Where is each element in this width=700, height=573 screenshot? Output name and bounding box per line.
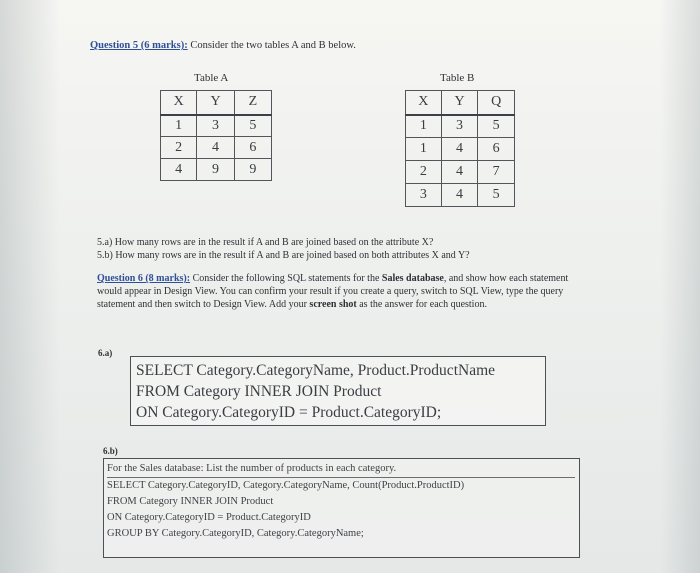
table-b-header-row <box>406 91 515 115</box>
table-a-cell: 4 <box>197 137 234 159</box>
table-a-cell: 3 <box>197 115 234 137</box>
sql-description: For the Sales database: List the number of products in each category. <box>107 463 397 474</box>
question-5-text: Consider the two tables A and B below. <box>187 40 356 51</box>
table-a-caption: Table A <box>194 72 229 84</box>
sql-line: GROUP BY Category.CategoryID, Category.CategoryName; <box>107 528 364 539</box>
sql-line: ON Category.CategoryID = Product.CategoryID <box>107 512 311 523</box>
question-6b-label: 6.b) <box>103 446 118 456</box>
table-b-cell: 4 <box>441 138 478 161</box>
table-a-header-cell: Y <box>197 91 234 115</box>
table-b-cell: 4 <box>441 161 478 184</box>
table-b-caption: Table B <box>440 72 475 84</box>
table-b-cell: 2 <box>406 161 442 184</box>
table-b-header-cell: X <box>406 91 442 115</box>
sql-box-6b <box>103 458 580 558</box>
question-5b: 5.b) How many rows are in the result if A and B are joined based on both attributes X and Y? <box>97 250 470 261</box>
sql-line: SELECT Category.CategoryName, Product.ProductName <box>136 362 496 379</box>
table-a-row <box>161 159 272 181</box>
table-b-row <box>406 138 515 161</box>
sql-line: FROM Category INNER JOIN Product <box>136 383 382 400</box>
table-a-cell: 2 <box>161 137 197 159</box>
table-b-cell: 4 <box>441 184 478 207</box>
table-b-header-cell: Y <box>441 91 478 115</box>
table-b-cell: 1 <box>406 138 442 161</box>
sql-line: FROM Category INNER JOIN Product <box>107 496 274 507</box>
question-5-label: Question 5 (6 marks): <box>90 40 188 51</box>
table-a-cell: 9 <box>234 159 271 181</box>
table-b-cell: 5 <box>478 184 515 207</box>
table-b-row <box>406 115 515 138</box>
sql-line: ON Category.CategoryID = Product.CategoryID; <box>136 404 442 421</box>
table-a-cell: 5 <box>234 115 271 137</box>
table-a-row <box>161 115 272 137</box>
table-a-header-cell: X <box>161 91 197 115</box>
table-a <box>160 90 272 181</box>
question-6-text-2: , and show how each statement would appear in Design View. You can confirm your result if you create a query, switch to SQL View, type the query statement and then switch to Design View. Add your <box>97 273 569 310</box>
table-a-cell: 6 <box>234 137 271 159</box>
table-b-cell: 7 <box>478 161 515 184</box>
question-6-text-1: Consider the following SQL statements for the <box>190 273 382 284</box>
question-6-paragraph <box>97 272 585 311</box>
question-6-bold-1: Sales database <box>381 273 444 284</box>
question-6-bold-2: screen shot <box>309 299 357 310</box>
table-a-cell: 9 <box>197 159 234 181</box>
table-a-row <box>161 137 272 159</box>
sql-line: SELECT Category.CategoryID, Category.CategoryName, Count(Product.ProductID) <box>107 477 575 494</box>
table-b-cell: 1 <box>406 115 442 138</box>
table-b-cell: 6 <box>478 138 515 161</box>
table-a-header-cell: Z <box>234 91 271 115</box>
table-b-row <box>406 184 515 207</box>
table-b-header-cell: Q <box>478 91 515 115</box>
question-6a-label: 6.a) <box>98 348 113 358</box>
table-b-cell: 3 <box>441 115 478 138</box>
question-6-label: Question 6 (8 marks): <box>97 273 191 284</box>
table-a-cell: 4 <box>161 159 197 181</box>
table-a-cell: 1 <box>161 115 197 137</box>
sql-box-6a <box>130 356 546 426</box>
table-b-row <box>406 161 515 184</box>
question-6-text-3: as the answer for each question. <box>356 299 487 310</box>
table-b <box>405 90 515 207</box>
table-a-header-row <box>161 91 272 115</box>
question-5a: 5.a) How many rows are in the result if A and B are joined based on the attribute X? <box>97 237 434 248</box>
table-b-cell: 3 <box>406 184 442 207</box>
table-b-cell: 5 <box>478 115 515 138</box>
question-5-heading <box>90 40 356 51</box>
